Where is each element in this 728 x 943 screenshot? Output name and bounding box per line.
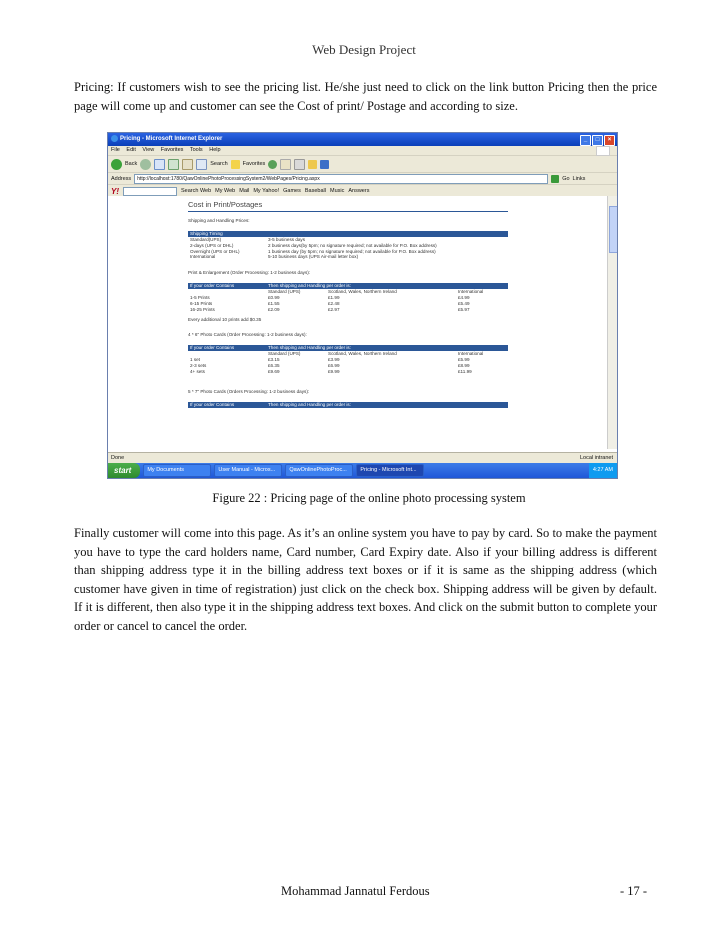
- band-col1: If your order Contains: [190, 345, 235, 351]
- qty-cell: 6-15 Prints: [190, 300, 213, 306]
- tray-clock: 4:27 AM: [589, 463, 617, 478]
- home-icon[interactable]: [182, 159, 193, 170]
- table-row: [188, 254, 508, 260]
- band-col1: If your order Contains: [190, 401, 235, 407]
- section1-note: Every additional 10 prints add $0.35: [188, 317, 262, 323]
- refresh-icon[interactable]: [168, 159, 179, 170]
- page-content: [108, 196, 607, 449]
- scrollbar-thumb[interactable]: [609, 206, 618, 253]
- qty-cell: 16-25 Prints: [190, 306, 215, 312]
- yahoo-mail[interactable]: Mail: [239, 188, 250, 194]
- favorites-star-icon[interactable]: [231, 160, 240, 169]
- table-row: [188, 369, 508, 375]
- qty-cell: 2-3 sets: [190, 362, 207, 368]
- search-button[interactable]: Search: [210, 161, 228, 167]
- menu-tools[interactable]: Tools: [189, 147, 203, 153]
- yahoo-search-web[interactable]: Search Web: [181, 188, 212, 194]
- section3-band: [188, 402, 508, 408]
- col-standard: Standard (UPS): [268, 351, 301, 357]
- price-cell: £6.35: [268, 362, 280, 368]
- close-button[interactable]: ×: [604, 135, 615, 146]
- yahoo-answers[interactable]: Answers: [348, 188, 370, 194]
- yahoo-games[interactable]: Games: [283, 188, 301, 194]
- timing-method: Overnight (UPS or DHL): [190, 248, 240, 254]
- windows-flag-icon: [596, 146, 610, 156]
- band-col2: Then shipping and Handling per order is:: [268, 401, 351, 407]
- timing-desc: 3-5 business days: [268, 237, 306, 242]
- window-title: Pricing - Microsoft Internet Explorer: [120, 136, 223, 142]
- taskbar: [108, 463, 617, 478]
- yahoo-music[interactable]: Music: [329, 188, 345, 194]
- mail-icon[interactable]: [280, 159, 291, 170]
- address-label: Address: [111, 175, 132, 182]
- folder-icon[interactable]: [308, 160, 317, 169]
- price-cell: £0.99: [268, 294, 280, 300]
- pricing-page: [188, 196, 508, 408]
- price-cell: £4.99: [458, 294, 470, 300]
- band-col2: Then shipping and Handling per order is:: [268, 345, 351, 351]
- band-col1: If your order Contains: [190, 283, 235, 289]
- print-icon[interactable]: [294, 159, 305, 170]
- status-text: Done: [111, 455, 125, 461]
- price-cell: £3.99: [328, 357, 340, 363]
- closing-paragraph: Finally customer will come into this page. As it’s an online system you have to pay by card. So to make the payment you have to type the card holders name, Card number, Card Expiry date. Also if your billing address is different than shipping address type it in the billing address text boxes or if it is same as the shipping address (which customer have given in time of registration) just click on the check box. Shipping address will be given by default. If it is different, then also type it in the shipping address text boxes. And click on the submit button to complete your order or cancel to cancel the order.: [74, 526, 657, 633]
- taskbar-item-active[interactable]: Pricing - Microsoft Int...: [356, 464, 424, 477]
- search-icon[interactable]: [196, 159, 207, 170]
- price-cell: £2.09: [268, 306, 280, 312]
- intro-paragraph: Pricing: If customers wish to see the pricing list. He/she just need to click on the link button Pricing then the price page will come up and customer can see the Cost of print/ Postage and according to size.: [74, 80, 657, 113]
- yahoo-baseball[interactable]: Baseball: [304, 188, 326, 194]
- yahoo-my-yahoo[interactable]: My Yahoo!: [253, 188, 280, 194]
- qty-cell: 4+ sets: [190, 368, 205, 374]
- footer-author: Mohammad Jannatul Ferdous: [281, 884, 430, 898]
- pricing-screenshot: [107, 132, 618, 479]
- window-titlebar: [108, 133, 617, 146]
- back-arrow-icon[interactable]: [111, 159, 122, 170]
- table-row: [188, 307, 508, 313]
- price-cell: £8.99: [458, 362, 470, 368]
- menu-bar: [108, 146, 617, 156]
- favorites-button[interactable]: Favorites: [242, 161, 266, 167]
- go-arrow-icon[interactable]: [551, 175, 559, 183]
- price-cell: £5.99: [458, 357, 470, 363]
- taskbar-item[interactable]: QawOnlinePhotoProc...: [285, 464, 353, 477]
- forward-arrow-icon[interactable]: [140, 159, 151, 170]
- qty-cell: 1 set: [190, 357, 200, 363]
- band-col2: Then shipping and Handling per order is:: [268, 283, 351, 289]
- links-label[interactable]: Links: [572, 175, 586, 182]
- taskbar-item[interactable]: My Documents: [143, 464, 211, 477]
- yahoo-logo-icon[interactable]: Y!: [111, 186, 119, 196]
- price-cell: £1.99: [328, 294, 340, 300]
- price-cell: £2.97: [328, 306, 340, 312]
- address-bar: [108, 173, 617, 185]
- price-cell: £5.49: [458, 300, 470, 306]
- qty-cell: 1-5 Prints: [190, 294, 210, 300]
- back-button[interactable]: Back: [125, 161, 138, 167]
- menu-edit[interactable]: Edit: [126, 147, 136, 153]
- price-cell: £6.99: [328, 362, 340, 368]
- col-international: International: [458, 351, 484, 357]
- price-cell: £9.69: [268, 368, 280, 374]
- timing-band-label: Shipping Timing: [190, 231, 223, 236]
- section3-heading: 5 * 7" Photo Cards (Orders Processing: 1-2 business days):: [188, 388, 310, 394]
- start-button[interactable]: start: [108, 463, 140, 478]
- col-international: International: [458, 289, 484, 295]
- maximize-button[interactable]: □: [592, 135, 603, 146]
- figure-caption: Figure 22 : Pricing page of the online photo processing system: [212, 491, 526, 505]
- footer-page-number: - 17 -: [620, 884, 648, 898]
- col-uk: Scotland, Wales, Northern Ireland: [328, 351, 397, 357]
- timing-method: 2-days (UPS or DHL): [190, 242, 234, 248]
- zone-indicator: Local intranet: [579, 455, 613, 461]
- yahoo-my-web[interactable]: My Web: [215, 188, 236, 194]
- pricing-title: Cost in Print/Postages: [188, 200, 263, 209]
- price-cell: £11.99: [458, 368, 472, 374]
- menu-help[interactable]: Help: [209, 147, 221, 153]
- timing-method: International: [190, 254, 216, 260]
- menu-file[interactable]: File: [111, 147, 120, 153]
- yahoo-search-input[interactable]: [123, 187, 177, 196]
- vertical-scrollbar[interactable]: [607, 196, 617, 449]
- timing-desc: 1 business day (by 5pm; no signature required; not available for P.O. Box address): [268, 248, 436, 254]
- history-icon[interactable]: [268, 160, 277, 169]
- page-header: Web Design Project: [312, 42, 416, 57]
- address-input[interactable]: http://localhost:1780/QawOnlinePhotoProcessingSystem2/WebPages/Pricing.aspx: [134, 174, 548, 184]
- timing-method: Standard(UPS): [190, 237, 222, 242]
- timing-desc: 2 business days(by 5pm; no signature required; not available for P.O. Box address): [268, 242, 437, 248]
- title-rule: [188, 211, 508, 212]
- status-bar: [108, 452, 617, 463]
- col-standard: Standard (UPS): [268, 289, 301, 295]
- shipping-heading: Shipping and Handling Prices:: [188, 218, 250, 223]
- price-cell: £2.48: [328, 300, 340, 306]
- price-cell: £9.99: [328, 368, 340, 374]
- section1-heading: Print & Enlargement (Order Processing: 1-2 business days):: [188, 270, 311, 276]
- price-cell: £3.15: [268, 357, 280, 363]
- section2-heading: 4 * 6" Photo Cards (Order Processing: 1-2 business days):: [188, 332, 307, 338]
- ie-icon: [111, 135, 118, 142]
- menu-favorites[interactable]: Favorites: [160, 147, 184, 153]
- menu-view[interactable]: View: [142, 147, 155, 153]
- price-cell: £5.97: [458, 306, 470, 312]
- minimize-button[interactable]: _: [580, 135, 591, 146]
- timing-desc: 5-10 business days (UPS Air-mail letter box): [268, 254, 359, 260]
- taskbar-item[interactable]: User Manual - Micros...: [214, 464, 282, 477]
- stop-icon[interactable]: [154, 159, 165, 170]
- go-button[interactable]: Go: [562, 175, 570, 182]
- price-cell: £1.55: [268, 300, 280, 306]
- standard-toolbar: [108, 156, 617, 173]
- messenger-icon[interactable]: [320, 160, 329, 169]
- col-uk: Scotland, Wales, Northern Ireland: [328, 289, 397, 295]
